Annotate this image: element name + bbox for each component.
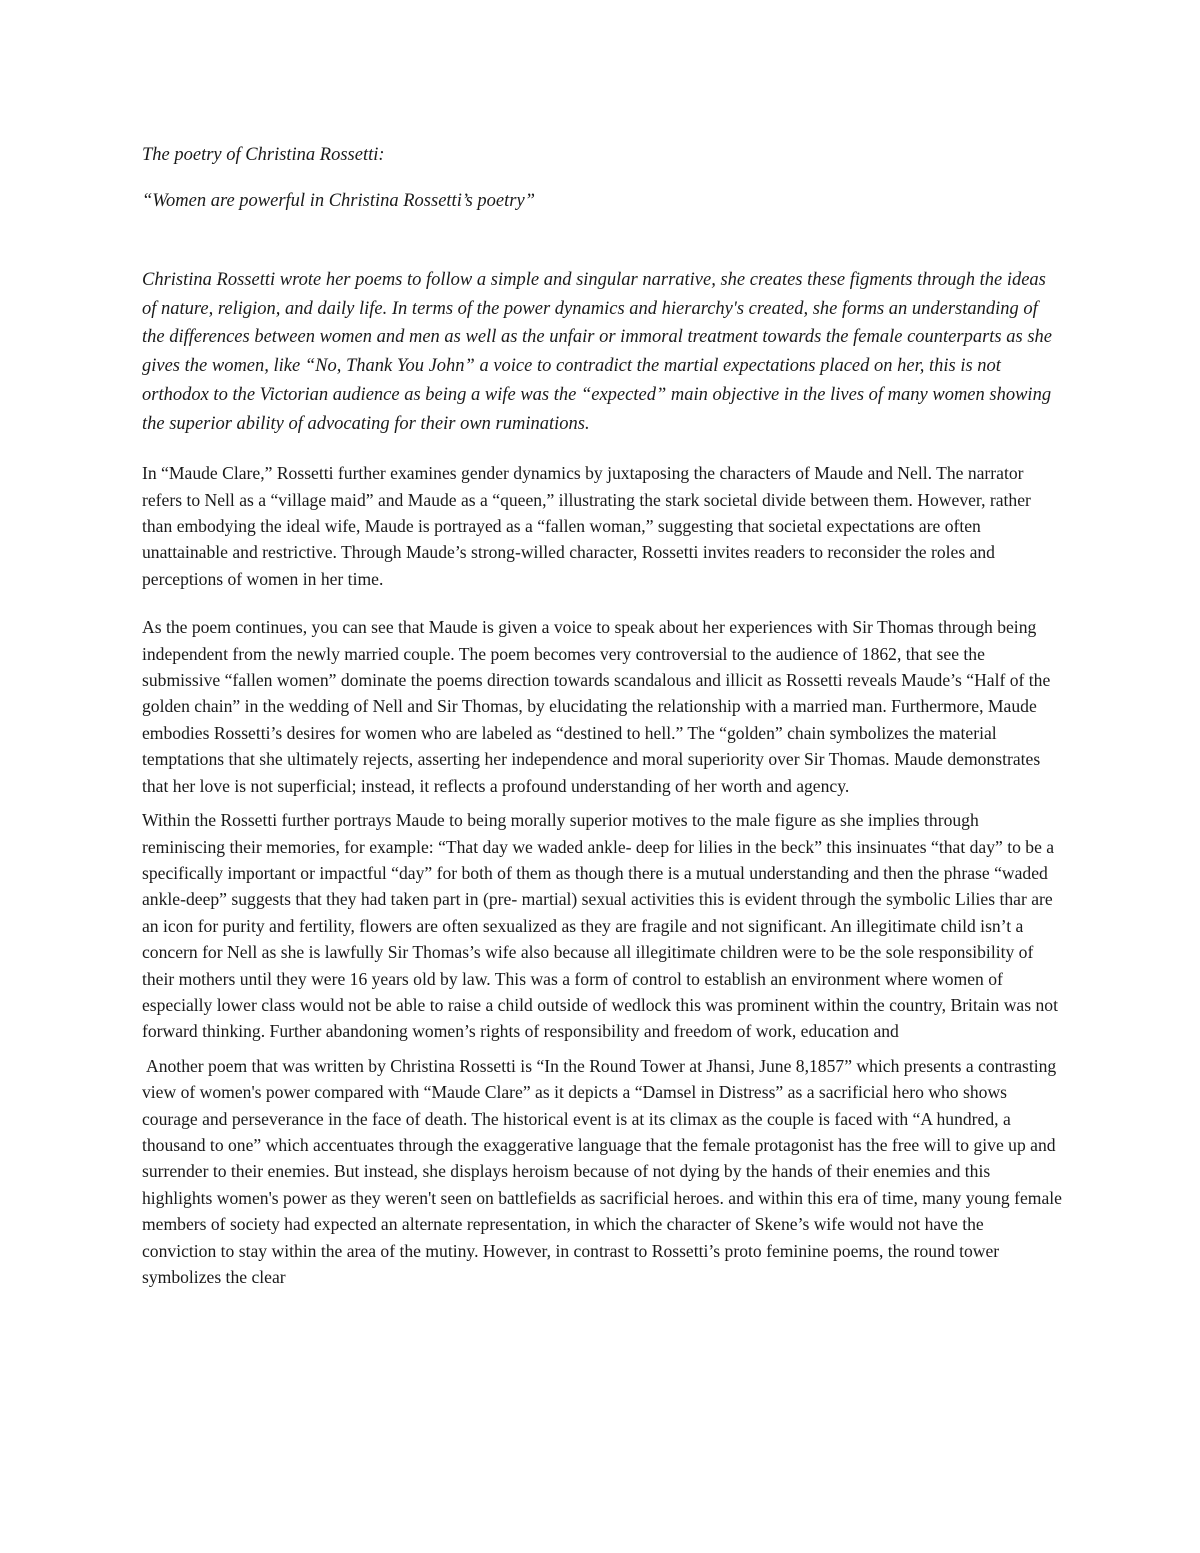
document-subtitle: “Women are powerful in Christina Rossetti’s poetry”: [142, 191, 535, 211]
intro-paragraph: Christina Rossetti wrote her poems to follow a simple and singular narrative, she creates these figments through the ideas of nature, religion, and daily life. In terms of the power dynamics and hierarchy's created, she forms an understanding of the differences between women and men as well as the unfair or immoral treatment towards the female counterparts as she gives the women, like “No, Thank You John” a voice to contradict the martial expectations placed on her, this is not orthodox to the Victorian audience as being a wife was the “expected” main objective in the lives of many women showing the superior ability of advocating for their own ruminations.: [142, 270, 1052, 434]
paragraph-morally-superior: Within the Rossetti further portrays Maude to being morally superior motives to the male figure as she implies through reminiscing their memories, for example: “That day we waded ankle- deep for lilies in the beck” this insinuates “that day” to be a specifically important or impactful “day” for both of them as though there is a mutual understanding and then the phrase “waded ankle-deep” suggests that they had taken part in (pre- martial) sexual activities this is evident through the symbolic Lilies thar are an icon for purity and fertility, flowers are often sexualized as they are fragile and not significant. An illegitimate child isn’t a concern for Nell as she is lawfully Sir Thomas’s wife also because all illegitimate children were to be the sole responsibility of their mothers until they were 16 years old by law. This was a form of control to establish an environment where women of especially lower class would not be able to raise a child outside of wedlock this was prominent within the country, Britain was not forward thinking. Further abandoning women’s rights of responsibility and freedom of work, education and: [142, 810, 1058, 1042]
document-body: [142, 142, 1062, 1290]
paragraph-poem-continues: As the poem continues, you can see that Maude is given a voice to speak about her experiences with Sir Thomas through being independent from the newly married couple. The poem becomes very controversial to the audience of 1862, that see the submissive “fallen women” dominate the poems direction towards scandalous and illicit as Rossetti reveals Maude’s “Half of the golden chain” in the wedding of Nell and Sir Thomas, by elucidating the relationship with a married man. Furthermore, Maude embodies Rossetti’s desires for women who are labeled as “destined to hell.” The “golden” chain symbolizes the material temptations that she ultimately rejects, asserting her independence and moral superiority over Sir Thomas. Maude demonstrates that her love is not superficial; instead, it reflects a profound understanding of her worth and agency.: [142, 617, 1051, 796]
paragraph-round-tower: Another poem that was written by Christina Rossetti is “In the Round Tower at Jhansi, June 8,1857” which presents a contrasting view of women's power compared with “Maude Clare” as it depicts a “Damsel in Distress” as a sacrificial hero who shows courage and perseverance in the face of death. The historical event is at its climax as the couple is faced with “A hundred, a thousand to one” which accentuates through the exaggerative language that the female protagonist has the free will to give up and surrender to their enemies. But instead, she displays heroism because of not dying by the hands of their enemies and this highlights women's power as they weren't seen on battlefields as sacrificial heroes. and within this era of time, many young female members of society had expected an alternate representation, in which the character of Skene’s wife would not have the conviction to stay within the area of the mutiny. However, in contrast to Rossetti’s proto feminine poems, the round tower symbolizes the clear: [142, 1055, 1062, 1287]
paragraph-maude-clare: In “Maude Clare,” Rossetti further examines gender dynamics by juxtaposing the characters of Maude and Nell. The narrator refers to Nell as a “village maid” and Maude as a “queen,” illustrating the stark societal divide between them. However, rather than embodying the ideal wife, Maude is portrayed as a “fallen woman,” suggesting that societal expectations are often unattainable and restrictive. Through Maude’s strong-willed character, Rossetti invites readers to reconsider the roles and perceptions of women in her time.: [142, 463, 1031, 589]
document-title: The poetry of Christina Rossetti:: [142, 145, 385, 165]
